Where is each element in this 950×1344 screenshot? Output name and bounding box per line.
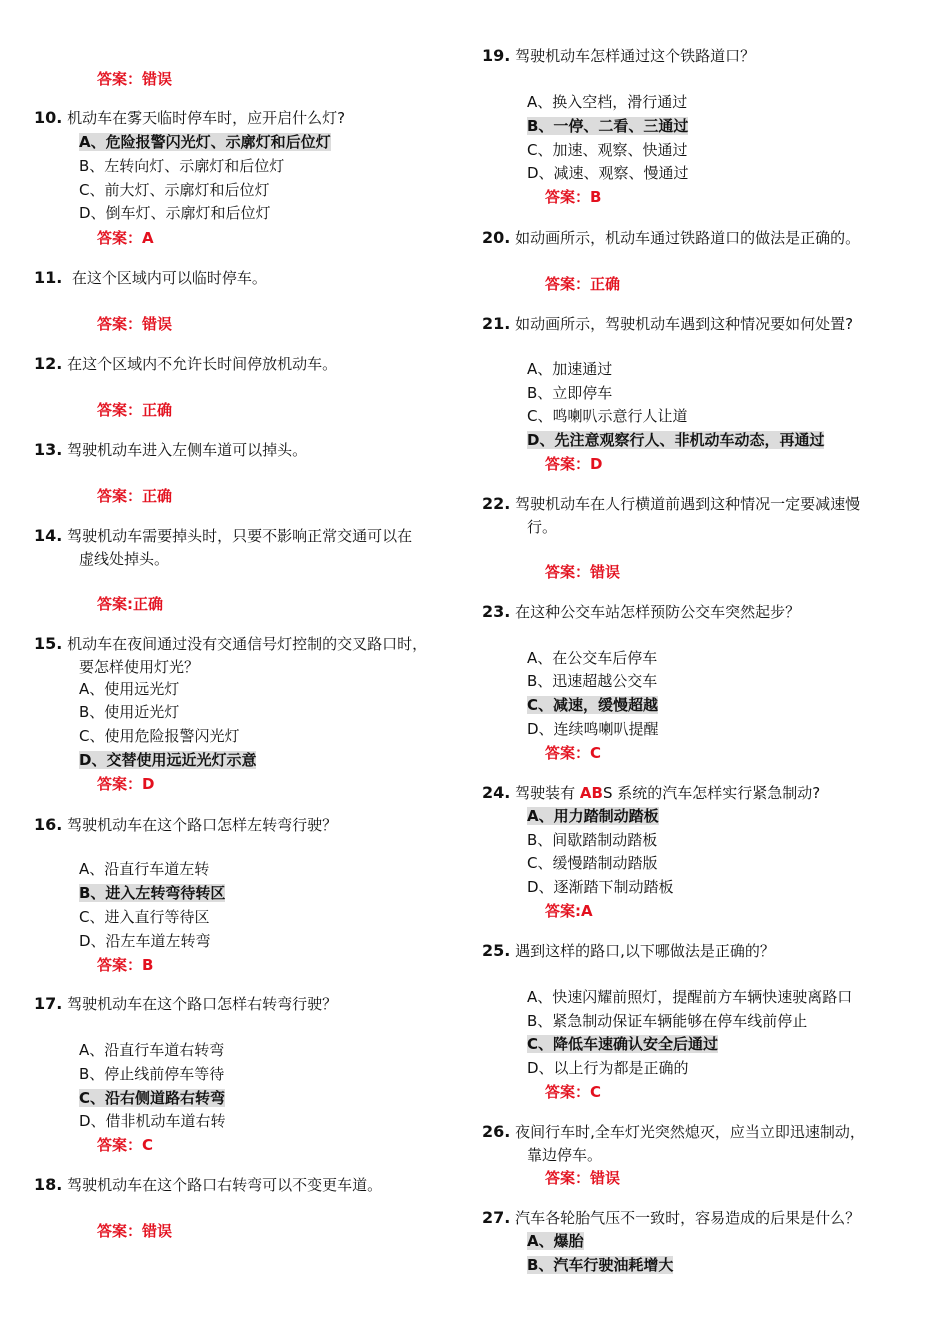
option-c: C、使用危险报警闪光灯	[79, 727, 240, 745]
question-number: 10.	[34, 108, 63, 127]
answer-q26: 答案：错误	[545, 1169, 621, 1187]
answer-q9: 答案：错误	[97, 70, 173, 88]
option-a: A、换入空档，滑行通过	[527, 93, 688, 111]
option-a: A、用力踏制动踏板	[527, 807, 659, 825]
option-d: D、先注意观察行人、非机动车动态，再通过	[527, 431, 825, 449]
answer-q24: 答案:A	[545, 902, 593, 920]
question-21: 21. 如动画所示，驾驶机动车遇到这种情况要如何处置?	[482, 314, 854, 333]
answer-q18: 答案：错误	[97, 1222, 173, 1240]
question-18: 18. 驾驶机动车在这个路口右转弯可以不变更车道。	[34, 1175, 383, 1194]
question-10	[34, 107, 345, 129]
answer-q23: 答案：C	[545, 744, 602, 762]
option-a: A、在公交车后停车	[527, 649, 658, 667]
answer-q16: 答案：B	[97, 956, 154, 974]
question-13: 13. 驾驶机动车进入左侧车道可以掉头。	[34, 440, 308, 459]
option-c: C、减速，缓慢超越	[527, 696, 659, 714]
answer-q22: 答案：错误	[545, 563, 621, 581]
option-d: D、交替使用远近光灯示意	[79, 751, 257, 769]
answer-q19: 答案：B	[545, 188, 602, 206]
question-27: 27. 汽车各轮胎气压不一致时，容易造成的后果是什么？	[482, 1208, 861, 1227]
option-b: B、立即停车	[527, 384, 613, 402]
option-b: B、紧急制动保证车辆能够在停车线前停止	[527, 1012, 808, 1030]
option-d: D、倒车灯、示廓灯和后位灯	[79, 204, 271, 222]
question-22: 22. 驾驶机动车在人行横道前遇到这种情况一定要减速慢	[482, 494, 861, 513]
option-d: D、以上行为都是正确的	[527, 1059, 689, 1077]
option-c: C、降低车速确认安全后通过	[527, 1035, 719, 1053]
option-b: B、一停、二看、三通过	[527, 117, 689, 135]
option-a: A、加速通过	[527, 360, 613, 378]
question-12: 12. 在这个区域内不允许长时间停放机动车。	[34, 354, 338, 373]
option-d: D、借非机动车道右转	[79, 1112, 226, 1130]
option-b: B、进入左转弯待转区	[79, 884, 226, 902]
question-22-continued: 行。	[527, 518, 558, 536]
question-25: 25. 遇到这样的路口,以下哪做法是正确的？	[482, 941, 775, 960]
option-c: C、加速、观察、快通过	[527, 141, 688, 159]
option-c: C、前大灯、示廓灯和后位灯	[79, 181, 270, 199]
option-b: B、迅速超越公交车	[527, 672, 658, 690]
question-11: 11. 在这个区域内可以临时停车。	[34, 268, 267, 287]
question-16: 16. 驾驶机动车在这个路口怎样左转弯行驶？	[34, 815, 338, 834]
option-d: D、减速、观察、慢通过	[527, 164, 689, 182]
question-17: 17. 驾驶机动车在这个路口怎样右转弯行驶？	[34, 994, 338, 1013]
question-26-continued: 靠边停车。	[527, 1146, 603, 1164]
answer-q14: 答案:正确	[97, 595, 163, 613]
option-a: A、危险报警闪光灯、示廓灯和后位灯	[79, 133, 331, 151]
option-b: B、汽车行驶油耗增大	[527, 1256, 674, 1274]
question-14-continued: 虚线处掉头。	[79, 550, 170, 568]
question-15: 15. 机动车在夜间通过没有交通信号灯控制的交叉路口时，	[34, 634, 428, 653]
option-d: D、连续鸣喇叭提醒	[527, 720, 659, 738]
question-15-continued: 要怎样使用灯光？	[79, 658, 200, 676]
question-26: 26. 夜间行车时,全车灯光突然熄灭，应当立即迅速制动，	[482, 1122, 865, 1141]
option-b: B、使用近光灯	[79, 703, 180, 721]
answer-q20: 答案：正确	[545, 275, 621, 293]
answer-q13: 答案：正确	[97, 487, 173, 505]
option-c: C、进入直行等待区	[79, 908, 210, 926]
option-c: C、沿右侧道路右转弯	[79, 1089, 226, 1107]
option-c: C、缓慢踏制动踏版	[527, 854, 658, 872]
option-d: D、沿左车道左转弯	[79, 932, 211, 950]
option-b: B、停止线前停车等待	[79, 1065, 225, 1083]
question-14: 14. 驾驶机动车需要掉头时，只要不影响正常交通可以在	[34, 526, 413, 545]
question-20: 20. 如动画所示，机动车通过铁路道口的做法是正确的。	[482, 228, 861, 247]
option-b: B、间歇踏制动踏板	[527, 831, 658, 849]
answer-q11: 答案：错误	[97, 315, 173, 333]
answer-q10: 答案：A	[97, 229, 154, 247]
option-a: A、爆胎	[527, 1232, 584, 1250]
answer-q15: 答案：D	[97, 775, 155, 793]
option-a: A、沿直行车道左转	[79, 860, 210, 878]
option-a: A、沿直行车道右转弯	[79, 1041, 225, 1059]
question-19: 19. 驾驶机动车怎样通过这个铁路道口？	[482, 46, 756, 65]
question-23: 23. 在这种公交车站怎样预防公交车突然起步？	[482, 602, 801, 621]
answer-q21: 答案：D	[545, 455, 603, 473]
option-a: A、快速闪耀前照灯，提醒前方车辆快速驶离路口	[527, 988, 853, 1006]
option-d: D、逐渐踏下制动踏板	[527, 878, 674, 896]
question-24: 24. 驾驶装有 ABS 系统的汽车怎样实行紧急制动?	[482, 783, 821, 802]
option-b: B、左转向灯、示廓灯和后位灯	[79, 157, 285, 175]
answer-q12: 答案：正确	[97, 401, 173, 419]
option-c: C、鸣喇叭示意行人让道	[527, 407, 688, 425]
answer-q17: 答案：C	[97, 1136, 154, 1154]
question-text: 机动车在雾天临时停车时，应开启什么灯?	[67, 109, 346, 127]
answer-q25: 答案：C	[545, 1083, 602, 1101]
option-a: A、使用远光灯	[79, 680, 180, 698]
